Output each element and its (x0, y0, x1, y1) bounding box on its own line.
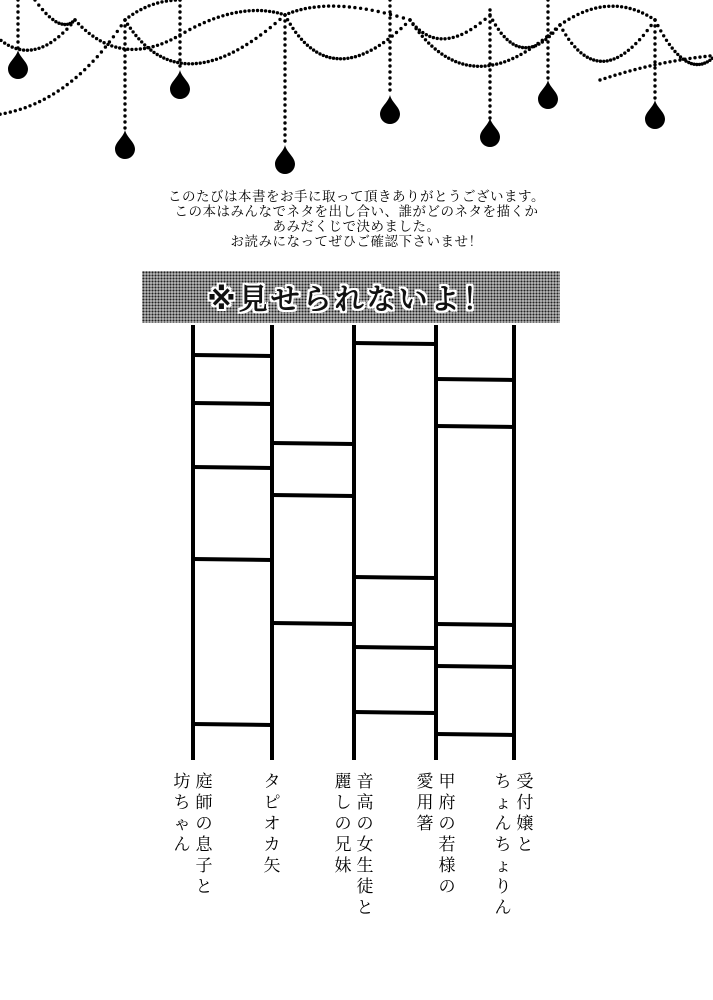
ladder-rung (354, 712, 436, 713)
outcome-label-column: 受 付 嬢 と (516, 772, 534, 855)
intro-line-3: あみだくじで決めました。 (272, 219, 441, 235)
ladder-rung (436, 379, 514, 380)
outcome-label-column: ち ょ ん ち ょ り ん (494, 772, 512, 918)
ladder-rung (193, 467, 272, 468)
ladder-rung (272, 623, 354, 624)
ladder-rung (436, 426, 514, 427)
ladder-rung (354, 577, 436, 578)
ladder-rung (436, 734, 514, 735)
ladder-rung (436, 624, 514, 625)
outcome-label-column: タ ピ オ カ 矢 (263, 772, 281, 876)
ladder-rung (193, 355, 272, 356)
ladder-rung (436, 666, 514, 667)
outcome-label-column: 音 高 の 女 生 徒 と (356, 772, 374, 918)
ladder-rung (272, 495, 354, 496)
ladder-rung (193, 559, 272, 560)
ladder-rung (354, 647, 436, 648)
ladder-rung (193, 724, 272, 725)
intro-line-4: お読みになってぜひご確認下さいませ！ (230, 234, 483, 250)
outcome-label-column: 麗 し の 兄 妹 (334, 772, 352, 876)
censor-banner-text: ※見せられないよ！ (207, 281, 495, 316)
ladder-rung (272, 443, 354, 444)
ladder-rung (193, 403, 272, 404)
outcome-label-column: 庭 師 の 息 子 と (195, 772, 213, 897)
outcome-label-column: 坊 ち ゃ ん (173, 772, 191, 855)
outcome-label-column: 愛 用 箸 (416, 772, 434, 834)
outcome-label-column: 甲 府 の 若 様 の (438, 772, 456, 897)
ladder-rung (354, 343, 436, 344)
intro-line-1: このたびは本書をお手に取って頂きありがとうございます。 (168, 189, 545, 205)
intro-line-2: この本はみんなでネタを出し合い、誰がどのネタを描くか (174, 204, 539, 220)
